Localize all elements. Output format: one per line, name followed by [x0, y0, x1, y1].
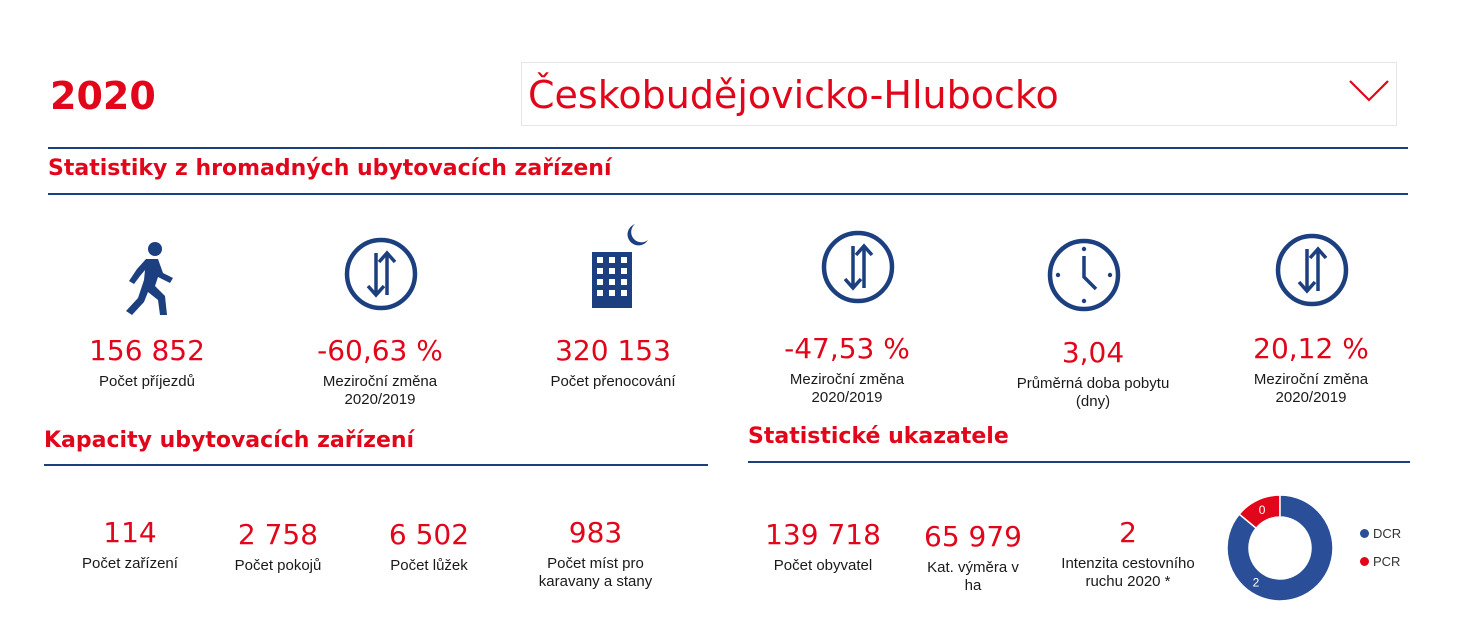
year-label: 2020	[50, 74, 156, 118]
stat-caravan-places	[518, 517, 673, 591]
stat-overnights-change	[762, 333, 932, 407]
building-moon-icon	[590, 222, 650, 310]
region-selected-value: Českobudějovicko-Hlubocko	[528, 73, 1059, 117]
stat-label: Počet míst pro karavany a stany	[538, 555, 653, 590]
stat-label: Počet příjezdů	[99, 373, 195, 390]
legend-label: DCR	[1373, 526, 1402, 541]
donut-data-label-pcr: 0	[1258, 502, 1266, 517]
stat-label: Počet lůžek	[390, 557, 468, 574]
section-rule-bottom	[48, 193, 1408, 195]
section-rule-kapacity	[44, 464, 708, 466]
stat-label: Počet obyvatel	[773, 557, 873, 574]
section-rule-top	[48, 147, 1408, 149]
stat-value: 20,12 %	[1253, 332, 1369, 365]
donut-chart	[1220, 492, 1340, 604]
stat-value: -60,63 %	[317, 334, 443, 367]
updown-arrows-icon	[1274, 232, 1350, 308]
stat-value: -47,53 %	[784, 332, 910, 365]
stat-value: 3,04	[1061, 336, 1125, 369]
stat-value: 65 979	[924, 520, 1022, 553]
clock-icon	[1046, 237, 1122, 313]
donut-data-label-dcr: 2	[1252, 575, 1260, 590]
stat-value: 139 718	[765, 518, 881, 551]
stat-value: 6 502	[388, 518, 470, 551]
updown-arrows-icon	[343, 236, 419, 312]
region-dropdown[interactable]	[521, 62, 1397, 126]
stat-beds	[364, 519, 494, 575]
stat-label: Kat. výměra v ha	[927, 559, 1019, 594]
stat-arrivals	[62, 335, 232, 391]
stat-value: 983	[568, 516, 623, 549]
stat-label: Počet pokojů	[234, 557, 322, 574]
legend-dot-dcr	[1360, 529, 1369, 538]
stat-rooms	[213, 519, 343, 575]
chevron-down-icon[interactable]	[1348, 79, 1390, 103]
stat-value: 320 153	[555, 334, 671, 367]
stat-tourism-intensity	[1042, 517, 1214, 591]
stat-population	[753, 519, 893, 575]
stat-value: 2	[1119, 516, 1137, 549]
stat-facilities	[60, 517, 200, 573]
stat-arrivals-change	[295, 335, 465, 409]
stat-label: Intenzita cestovního ruchu 2020 *	[1061, 555, 1195, 590]
section-title-hromadna: Statistiky z hromadných ubytovacích zařízení	[48, 156, 612, 181]
stat-label: Meziroční změna 2020/2019	[789, 371, 905, 406]
legend-dot-pcr	[1360, 557, 1369, 566]
section-title-ukazatele: Statistické ukazatele	[748, 424, 1009, 449]
walking-person-icon	[124, 240, 180, 318]
stat-overnights	[518, 335, 708, 391]
stat-area	[908, 521, 1038, 595]
stat-label: Průměrná doba pobytu (dny)	[1016, 375, 1170, 410]
stat-value: 114	[103, 516, 157, 549]
stat-label: Meziroční změna 2020/2019	[322, 373, 438, 408]
stat-value: 156 852	[89, 334, 205, 367]
stat-label: Počet zařízení	[82, 555, 178, 572]
legend-item-pcr[interactable]	[1360, 554, 1400, 569]
section-rule-ukazatele	[748, 461, 1410, 463]
legend-label: PCR	[1373, 554, 1401, 569]
stat-label: Meziroční změna 2020/2019	[1253, 371, 1369, 406]
legend-item-dcr[interactable]	[1360, 526, 1401, 541]
section-title-kapacity: Kapacity ubytovacích zařízení	[44, 428, 415, 453]
stat-avg-stay	[993, 337, 1193, 411]
stat-label: Počet přenocování	[550, 373, 676, 390]
stat-avg-stay-change	[1226, 333, 1396, 407]
updown-arrows-icon	[820, 229, 896, 305]
stat-value: 2 758	[237, 518, 319, 551]
